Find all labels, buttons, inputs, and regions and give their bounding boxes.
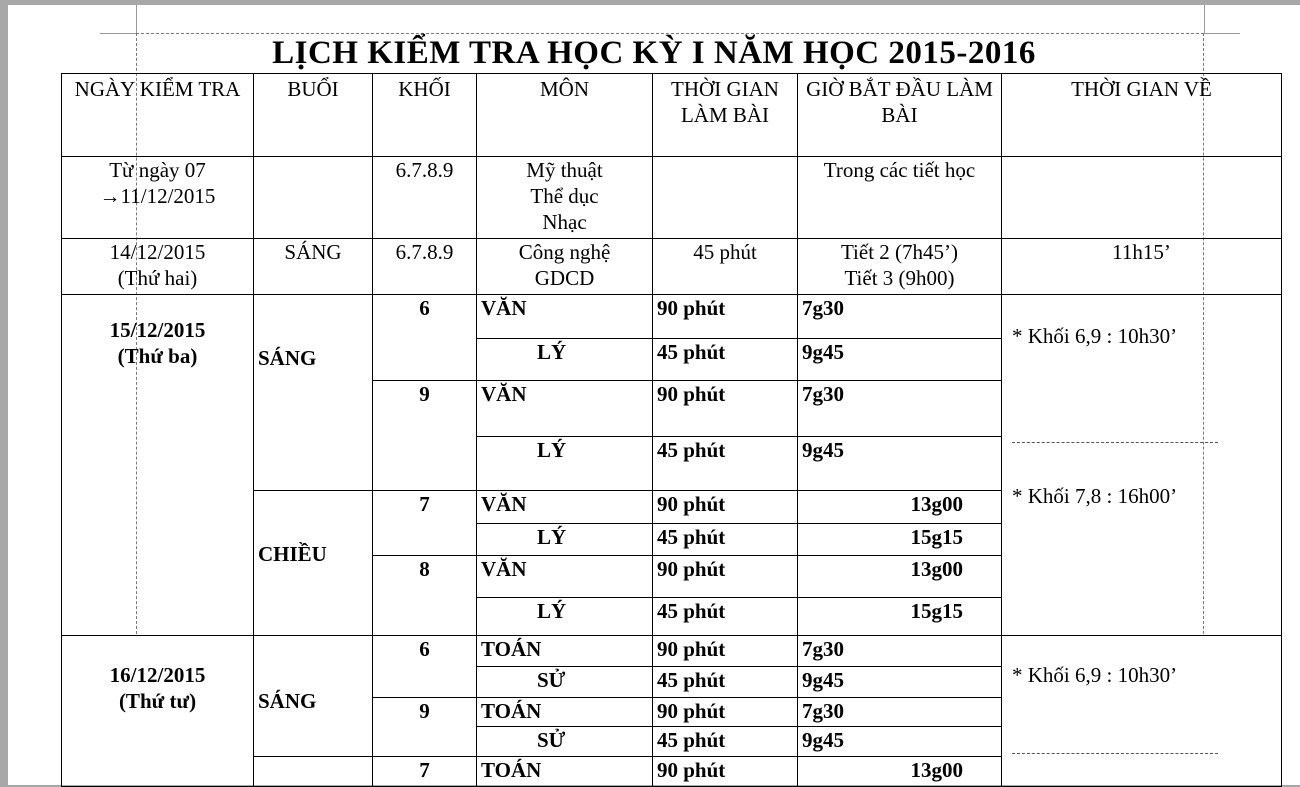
duration-cell: 90 phút [653, 491, 798, 524]
subject-cell: TOÁN [477, 636, 653, 667]
header-row [62, 74, 1282, 157]
subject-cell: TOÁN [477, 698, 653, 727]
session-cell [254, 157, 373, 239]
duration-cell: 90 phút [653, 757, 798, 787]
end-cell: 11h15’ [1002, 239, 1282, 295]
start-cell: 9g45 [798, 727, 1002, 757]
subject-cell: SỬ [477, 727, 653, 757]
duration-cell: 45 phút [653, 524, 798, 556]
start-cell: 9g45 [798, 667, 1002, 698]
start-cell: 7g30 [798, 295, 1002, 339]
divider [1012, 753, 1218, 754]
start-cell: 15g15 [798, 524, 1002, 556]
subject-line: Nhạc [542, 210, 587, 234]
duration-cell: 45 phút [653, 437, 798, 491]
end-cell [1002, 636, 1282, 787]
header-start: GIỜ BẮT ĐẦU LÀM BÀI [798, 74, 1002, 157]
duration-cell: 45 phút [653, 239, 798, 295]
duration-cell: 45 phút [653, 339, 798, 381]
end-time-note: * Khối 6,9 : 10h30’ [1012, 663, 1178, 687]
table-row [62, 295, 1282, 339]
subject-cell: VĂN [477, 491, 653, 524]
grade-cell: 8 [373, 556, 477, 636]
weekday-text: (Thứ ba) [117, 344, 198, 368]
duration-cell: 90 phút [653, 295, 798, 339]
grade-cell: 9 [373, 381, 477, 491]
start-cell: 7g30 [798, 698, 1002, 727]
date-text: 16/12/2015 [109, 663, 206, 687]
grade-cell: 7 [373, 757, 477, 787]
start-cell: 13g00 [798, 757, 1002, 787]
subject-cell: LÝ [477, 339, 653, 381]
start-cell: 9g45 [798, 437, 1002, 491]
session-cell [254, 757, 373, 787]
subject-line: Công nghệ [518, 240, 611, 264]
header-duration: THỜI GIAN LÀM BÀI [653, 74, 798, 157]
end-time-note: * Khối 7,8 : 16h00’ [1012, 484, 1178, 508]
date-cell [62, 295, 254, 636]
header-end: THỜI GIAN VỀ [1002, 74, 1282, 157]
session-cell: SÁNG [254, 239, 373, 295]
grade-cell: 6 [373, 636, 477, 698]
session-cell: SÁNG [254, 295, 373, 491]
duration-cell: 90 phút [653, 556, 798, 598]
table-row [62, 636, 1282, 667]
subject-cell [477, 239, 653, 295]
subject-cell: LÝ [477, 524, 653, 556]
duration-cell: 45 phút [653, 727, 798, 757]
date-text: 15/12/2015 [109, 318, 206, 342]
page-title: LỊCH KIỂM TRA HỌC KỲ I NĂM HỌC 2015-2016 [272, 35, 1036, 71]
start-cell: Trong các tiết học [798, 157, 1002, 239]
grade-cell: 6 [373, 295, 477, 381]
header-grade: KHỐI [373, 74, 477, 157]
date-cell [62, 239, 254, 295]
crop-mark [136, 5, 137, 33]
table-row [62, 239, 1282, 295]
subject-cell: LÝ [477, 598, 653, 636]
end-cell [1002, 295, 1282, 636]
start-line: Tiết 2 (7h45’) [840, 240, 959, 264]
start-cell: 7g30 [798, 381, 1002, 437]
start-cell: 13g00 [798, 556, 1002, 598]
date-text: 14/12/2015 [109, 240, 206, 264]
start-cell [798, 239, 1002, 295]
start-line: Tiết 3 (9h00) [844, 266, 955, 290]
duration-cell [653, 157, 798, 239]
duration-cell: 90 phút [653, 698, 798, 727]
crop-mark [1204, 5, 1205, 33]
subject-cell: SỬ [477, 667, 653, 698]
session-cell: CHIỀU [254, 491, 373, 636]
end-time-note: * Khối 6,9 : 10h30’ [1012, 324, 1178, 348]
exam-schedule-table [61, 73, 1282, 787]
duration-cell: 45 phút [653, 667, 798, 698]
grade-cell: 9 [373, 698, 477, 757]
end-cell [1002, 157, 1282, 239]
grade-cell: 6.7.8.9 [373, 239, 477, 295]
header-date: NGÀY KIỂM TRA [62, 74, 254, 157]
header-session: BUỔI [254, 74, 373, 157]
weekday-text: (Thứ hai) [117, 266, 198, 290]
subject-cell: VĂN [477, 381, 653, 437]
subject-line: Mỹ thuật [526, 158, 603, 182]
subject-cell: LÝ [477, 437, 653, 491]
weekday-text: (Thứ tư) [118, 689, 197, 713]
subject-line: GDCD [534, 266, 595, 290]
table-row [62, 157, 1282, 239]
duration-cell: 45 phút [653, 598, 798, 636]
grade-cell: 7 [373, 491, 477, 556]
start-cell: 15g15 [798, 598, 1002, 636]
subject-cell: TOÁN [477, 757, 653, 787]
start-cell: 7g30 [798, 636, 1002, 667]
session-cell: SÁNG [254, 636, 373, 757]
start-cell: 9g45 [798, 339, 1002, 381]
date-cell [62, 636, 254, 787]
duration-cell: 90 phút [653, 381, 798, 437]
subject-cell: VĂN [477, 556, 653, 598]
header-subject: MÔN [477, 74, 653, 157]
date-cell: Từ ngày 07 →11/12/2015 [62, 157, 254, 239]
subject-cell: VĂN [477, 295, 653, 339]
duration-cell: 90 phút [653, 636, 798, 667]
document-page [8, 5, 1300, 785]
subject-cell [477, 157, 653, 239]
crop-mark [100, 33, 136, 34]
subject-line: Thể dục [530, 184, 599, 208]
crop-mark [1204, 33, 1240, 34]
divider [1012, 442, 1218, 443]
start-cell: 13g00 [798, 491, 1002, 524]
grade-cell: 6.7.8.9 [373, 157, 477, 239]
